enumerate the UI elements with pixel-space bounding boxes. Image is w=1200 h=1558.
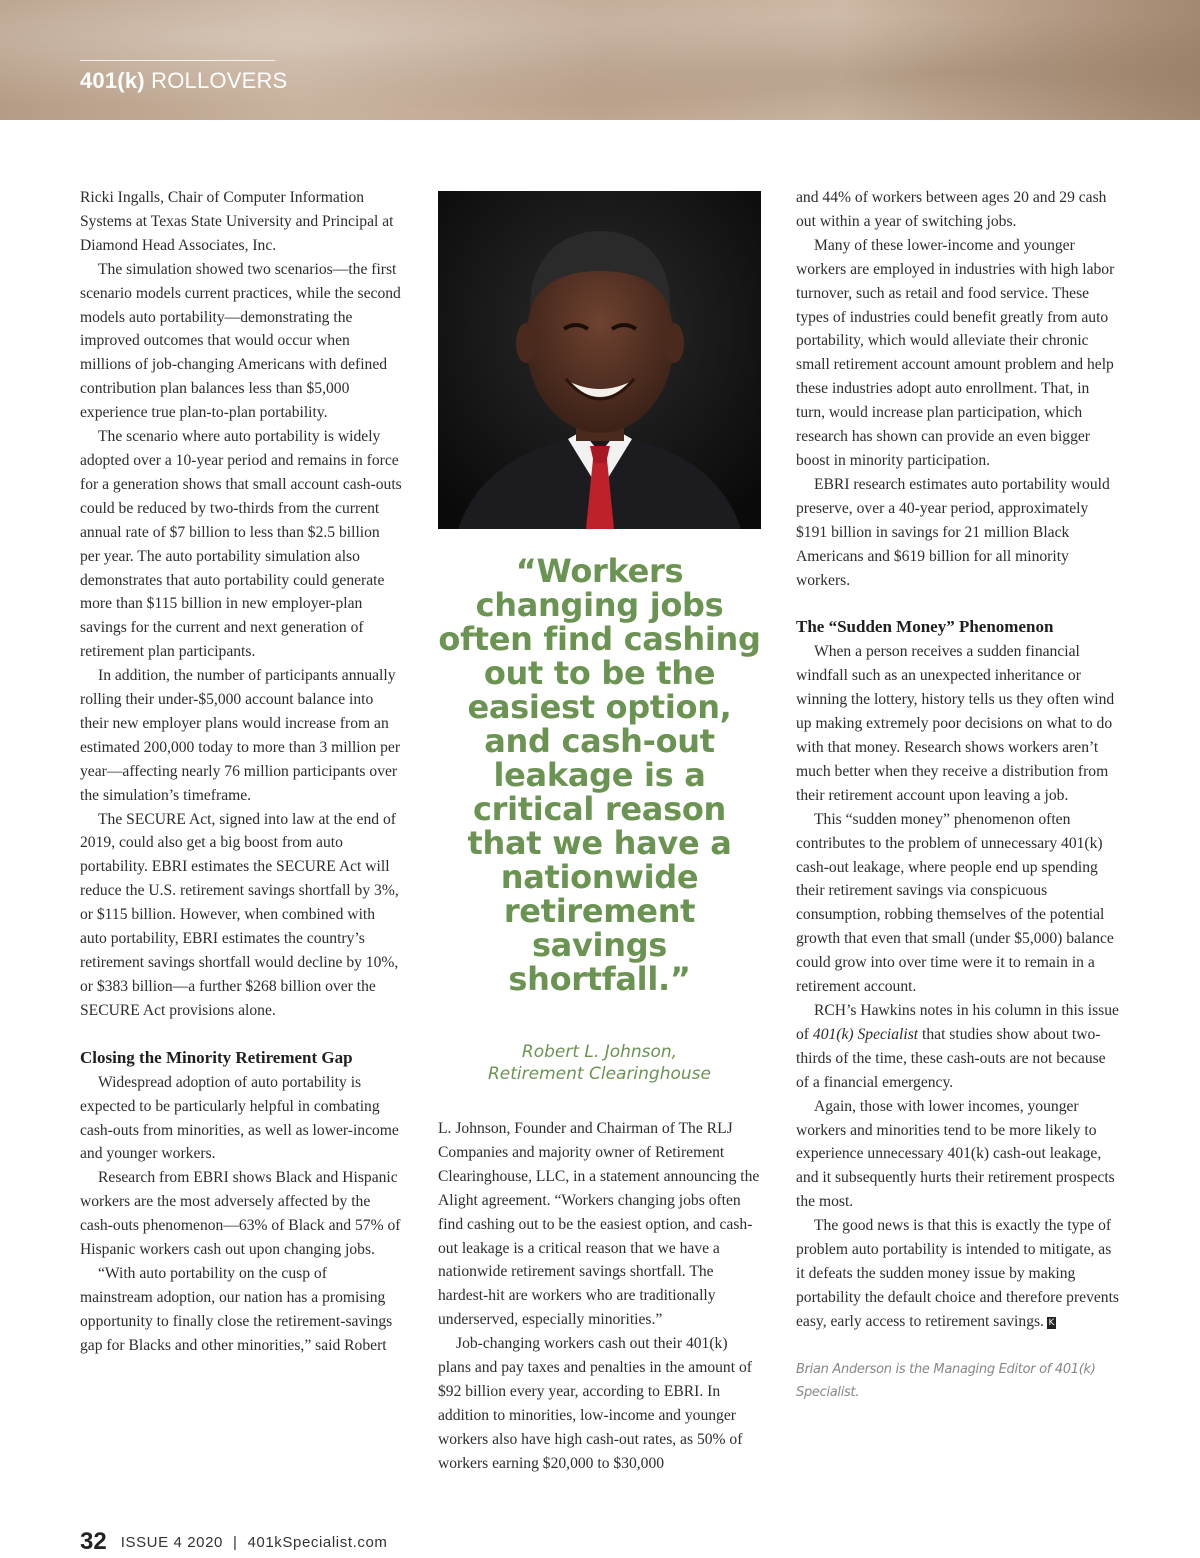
paragraph: EBRI research estimates auto portability would preserve, over a 40-year period, approximately $191 billion in savings for 21 million Black Americans and $619 billion for all minority workers.: [796, 475, 1110, 589]
portrait-photo: [438, 191, 761, 529]
paragraph: Many of these lower-income and younger workers are employed in industries with high labor turnover, such as retail and food service. These types of industries could benefit greatly from auto portability, which would alleviate their chronic small retirement account amount problem and help these industries adopt auto enrollment. That, in turn, would increase plan participation, which research has shown can provide an even bigger boost in minority participation.: [796, 236, 1115, 469]
paragraph: This “sudden money” phenomenon often contributes to the problem of unnecessary 401(k) cash-out leakage, where people end up spending their retirement savings via conspicuous consumption, robbing themselves of the potential growth that even that small (under $5,000) balance could grow into over time were it to remain in a retirement account.: [796, 810, 1114, 996]
paragraph: Job-changing workers cash out their 401(k) plans and pay taxes and penalties in the amount of $92 billion every year, according to EBRI. In addition to minorities, low-income and younger workers also have high cash-out rates, as 50% of workers earning $20,000 to $30,000: [438, 1335, 752, 1472]
paragraph: and 44% of workers between ages 20 and 29 cash out within a year of switching jobs.: [796, 189, 1107, 230]
section-label: [80, 68, 287, 94]
column-right: [796, 186, 1122, 1404]
paragraph: The scenario where auto portability is widely adopted over a 10-year period and remains in force for a generation shows that small account cash-outs could be reduced by two-thirds from the current annual rate of $7 billion to less than $2.5 billion per year. The auto portability simulation also demonstrates that auto portability could generate more than $115 billion in new employer-plan savings for the current and next generation of retirement plan participants.: [80, 428, 402, 661]
paragraph-part: The good news is that this is exactly the type of problem auto portability is intended to mitigate, as it defeats the sudden money issue by making portability the default choice and therefore prevents easy, early access to retirement savings.: [796, 1217, 1119, 1330]
pull-quote-attribution: [438, 1041, 761, 1085]
footer-issue: ISSUE 4 2020: [120, 1533, 223, 1551]
author-bio: Brian Anderson is the Managing Editor of 401(k) Specialist.: [796, 1361, 1096, 1400]
paragraph: Ricki Ingalls, Chair of Computer Information Systems at Texas State University and Principal at Diamond Head Associates, Inc.: [80, 189, 394, 254]
footer-separator: |: [232, 1533, 238, 1551]
paragraph: Research from EBRI shows Black and Hispanic workers are the most adversely affected by the cash-outs phenomenon—63% of Black and 57% of Hispanic workers cash out upon changing jobs.: [80, 1169, 401, 1259]
subheading-minority-gap: Closing the Minority Retirement Gap: [80, 1047, 353, 1067]
paragraph: “With auto portability on the cusp of mainstream adoption, our nation has a promising opportunity to finally close the retirement-savings gap for Blacks and other minorities,” said Robert: [80, 1264, 393, 1354]
subheading-sudden-money: The “Sudden Money” Phenomenon: [796, 617, 1054, 637]
paragraph: Widespread adoption of auto portability is expected to be particularly helpful in combating cash-outs from minorities, as well as lower-income and younger workers.: [80, 1073, 399, 1163]
paragraph: L. Johnson, Founder and Chairman of The RLJ Companies and majority owner of Retirement Clearinghouse, LLC, in a statement announcing the Alight agreement. “Workers changing jobs often find cashing out to be the easiest option, and cash-out leakage is a critical reason that we have a nationwide retirement savings shortfall. The hardest-hit are workers who are traditionally underserved, especially minorities.”: [438, 1120, 760, 1329]
footer-site-link[interactable]: 401kSpecialist.com: [247, 1533, 388, 1551]
page-footer: [80, 1528, 388, 1556]
paragraph: The simulation showed two scenarios—the first scenario models current practices, while the second models auto portability—demonstrating the improved outcomes that would occur when millions of job-changing Americans with defined contribution plan balances less than $5,000 experience true plan-to-plan portability.: [80, 260, 401, 422]
header-rule: [80, 60, 275, 61]
paragraph: Again, those with lower incomes, younger workers and minorities tend to be more likely to experience unnecessary 401(k) cash-out leakage, and it subsequently hurts their retirement prospects the most.: [796, 1097, 1115, 1211]
paragraph: In addition, the number of participants annually rolling their under-$5,000 account balance into their new employer plans would increase from an estimated 200,000 today to more than 3 million per year—affecting nearly 76 million participants over the simulation’s timeframe.: [80, 667, 401, 804]
section-label-bold: 401(k): [80, 68, 145, 93]
publication-name: 401(k) Specialist: [812, 1025, 919, 1043]
paragraph: [796, 999, 1122, 1095]
page-number: 32: [80, 1528, 107, 1555]
paragraph: [796, 1214, 1122, 1334]
paragraph-part: that studies show about two-thirds of the time, these cash-outs are not because of a financial emergency.: [796, 1025, 1106, 1091]
column-left: [80, 186, 402, 1358]
attribution-org: Retirement Clearinghouse: [488, 1064, 711, 1084]
column-middle: [438, 1117, 763, 1476]
pull-quote: “Workers changing jobs often find cashing out to be the easiest option, and cash-out leakage is a critical reason that we have a nationwide retirement savings shortfall.”: [438, 552, 761, 998]
paragraph-part: RCH’s Hawkins notes in his column in this issue of: [796, 1002, 1119, 1043]
section-label-light: ROLLOVERS: [151, 68, 288, 93]
attribution-name: Robert L. Johnson,: [521, 1042, 678, 1062]
portrait-illustration: [438, 191, 761, 529]
header-banner: [0, 0, 1200, 120]
end-mark-icon: K: [1048, 1317, 1055, 1328]
paragraph: When a person receives a sudden financial windfall such as an unexpected inheritance or winning the lottery, history tells us they often wind up making extremely poor decisions on what to do with that money. Research shows workers aren’t much better when they receive a distribution from their retirement account upon leaving a job.: [796, 643, 1115, 804]
paragraph: The SECURE Act, signed into law at the end of 2019, could also get a big boost from auto portability. EBRI estimates the SECURE Act will reduce the U.S. retirement savings shortfall by 3%, or $115 billion. However, when combined with auto portability, EBRI estimates the country’s retirement savings shortfall would decline by 10%, or $383 billion—a further $268 billion over the SECURE Act provisions alone.: [80, 810, 399, 1019]
